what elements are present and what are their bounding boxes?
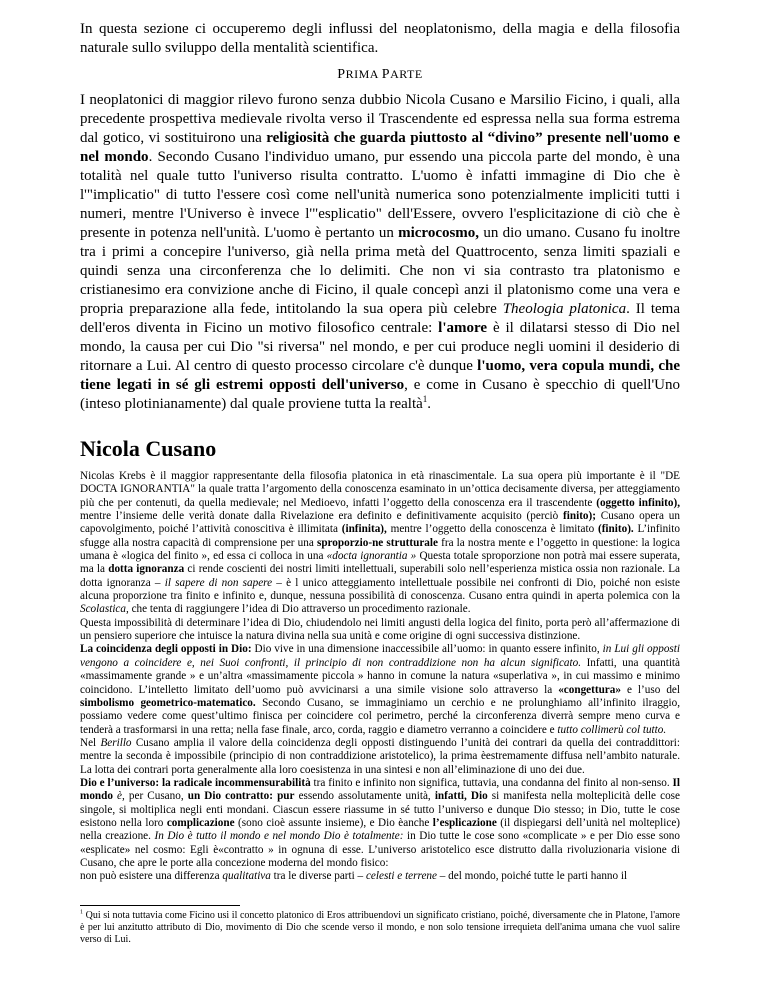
part-title: PRIMA PARTE — [337, 67, 423, 82]
footnote-number: 1 — [80, 909, 83, 916]
cusano-paragraph-docta-ignorantia: Nicolas Krebs è il maggior rappresentante della filosofia platonica in età rinascimentale. La sua opera più importante è il "DE DOCTA IGNORANTIA" la quale tratta l’argomento della conoscenza esaminato in un’ottica decisamente diversa, per atteggiamento più che per contenuti, da quella medievale; nel Medioevo, infatti l’oggetto della conoscenza era il trascendente (oggetto infinito), mentre l’insieme delle verità donate dalla Rivelazione era definito e definitivamente acquisito (perciò finito); Cusano opera un capovolgimento, poiché l’attività conoscitiva è illimitata (infinita), mentre l’oggetto della conoscenza è limitato (finito). L’infinito sfugge alla nostra capacità di comprensione per una sproporzio-ne strutturale fra la nostra mente e l’oggetto in questione: la logica umana è «logica del finito », ed essa ci colloca in una «docta ignorantia » Questa totale sproporzione non potrà mai essere superata, ma la dotta ignoranza ci rende coscienti dei nostri limiti intellettuali, superabili solo nell’esperienza mistica ossia non razionale. La dotta ignoranza – il sapere di non sapere – è l unico atteggiamento intellettuale possibile nei confronti di Dio, poiché non esiste alcuna proporzione tra finito e infinito e, dunque, nessuna possibilità di conoscenza. Cusano entra quindi in aperta polemica con la Scolastica, che tenta di raggiungere l’idea di Dio attraverso un procedimento razionale. — [80, 470, 681, 616]
cusano-paragraph-impossibility: Questa impossibilità di determinare l’idea di Dio, chiudendolo nei limiti angusti della logica del finito, porta però all’affermazione di un pensiero superiore che intuisce la natura divina nella sua unità e come origine di ogni successiva distinzione. — [80, 616, 680, 643]
footnote: $^1$ Qui si nota tuttavia come Ficino usi il concetto platonico di Eros attribuendovi un significato cristiano, poiché, diversamente che in Platone, l'amore è per lui anzitutto attributo di Dio, movimento di Dio che scende verso il mondo, e non solo tensione irrequieta dell'anima umana che vuol salire verso di Lui. — [80, 909, 680, 945]
cusano-paragraph-differenza: non può esistere una differenza qualitativa tra le diverse parti – celesti e terrene – del mondo, poiché tutte le parti hanno il — [80, 870, 628, 883]
cusano-paragraph-coincidentia: La coincidenza degli opposti in Dio: Dio vive in una dimensione inaccessibile all’uomo: in quanto essere infinito, in Lui gli opposti vengono a coincidere e, nei Suoi confronti, il principio di non contraddizione non ha alcun significato. Infatti, una quantità «massimamente grande » e un’altra «massimamente piccola » hanno in comune la natura «superlativa », in cui massimo e minimo coincidono. L’intelletto limitato dell’uomo può avvicinarsi a una simile visione solo attraverso la «congettura» e l’uso del simbolismo geometrico-matematico. Secondo Cusano, se immaginiamo un cerchio e ne prolunghiamo all’infinito ilraggio, possiamo vedere come quest’ultimo finisca per coincidere col perimetro, perché la circonferenza diverrà sempre meno curva e tenderà a trasformarsi in una retta; nella fase finale, arco, corda, raggio e diametro verranno a coincidere e tutto collimerù col tutto. — [80, 643, 680, 736]
footnote-ref[interactable]: 1 — [422, 394, 428, 404]
document-page — [80, 0, 680, 946]
cusano-paragraph-dio-universo: Dio e l’universo: la radicale incommensurabilità tra finito e infinito non significa, tuttavia, una condanna del finito al non-senso. Il mondo è, per Cusano, un Dio contratto: pur essendo assolutamente unità, infatti, Dio si manifesta nella molteplicità delle cose singole, si moltiplica negli enti mondani. Ciascun essere riassume in sé tutto l’universo e dunque Dio stesso; in Dio, tutte le cose esistono nella loro complicazione (sono cioè assunte insieme), e Dio èanche l’esplicazione (il dispiegarsi dell’unità nel molteplice) nella creazione. In Dio è tutto il mondo e nel mondo Dio è totalmente: in Dio tutte le cose sono «complicate » e per Dio esse sono «esplicate» nel cosmo: Egli è«contratto » in ognuna di esse. L’universo aristotelico esce distrutto dalla rivoluzionaria visione di Cusano, che apre le porte alla concezione moderna del mondo fisico: — [80, 776, 681, 869]
neoplatonici-paragraph: I neoplatonici di maggior rilevo furono senza dubbio Nicola Cusano e Marsilio Ficino, i quali, alla precedente prospettiva medievale rivolta verso il Trascendente ed espressa nella sua forma estrema dal gotico, vi sostituirono una religiosità che guarda piuttosto al “divino” presente nell'uomo e nel mondo. Secondo Cusano l'individuo umano, pur essendo una piccola parte del mondo, è una totalità nel quale tutto l'universo risulta contratto. L'uomo è infatti immagine di Dio che è l'"implicatio" di tutto l'essere così come nell'unità numerica sono potenzialmente impliciti tutti i numeri, mentre l'Universo è invece l'"esplicatio" dell'Essere, ovvero l'esplicitazione di ciò che è presente in potenza nell'unità. L'uomo è pertanto un microcosmo, un dio umano. Cusano fu inoltre tra i primi a concepire l'universo, già nella prima metà del Quattrocento, senza limiti spaziali e quindi senza una circonferenza che lo delimiti. Che non vi sia contrasto tra platonismo e cristianesimo era convizione anche di Ficino, il quale concepì anzi il platonismo come una vera e propria preparazione alla fede, intitolando la sua opera più celebre Theologia platonica. Il tema dell'eros diventa in Ficino un motivo filosofico centrale: l'amore è il dilatarsi stesso di Dio nel mondo, la causa per cui Dio "si riversa" nel mondo, e per cui produce negli uomini il desiderio di ritornare a Lui. Al centro di questo processo circolare c'è dunque l'uomo, vera copula mundi, che tiene legati in sé gli estremi opposti dell'universo, e come in Cusano è specchio di quell'Uno (inteso plotinianamente) dal quale proviene tutta la realtà$^1$. — [80, 92, 681, 412]
footnote-divider — [80, 905, 240, 906]
intro-paragraph: In questa sezione ci occuperemo degli influssi del neoplatonismo, della magia e della filosofia naturale sullo sviluppo della mentalità scientifica. — [80, 21, 680, 56]
cusano-body — [80, 470, 680, 884]
cusano-paragraph-berillo: Nel Berillo Cusano amplia il valore della coincidenza degli opposti distinguendo l’unità dei contrari da quella dei contraddittori: mentre la seconda è impossibile (principio di non contraddizione aristotelico), la prima èestremamente diffusa nell’ambito naturale. La lotta dei contrari porta generalmente alla loro coesistenza in una sintesi e non all’eliminazione di uno dei due. — [80, 736, 680, 776]
section-heading: Nicola Cusano — [80, 436, 217, 461]
